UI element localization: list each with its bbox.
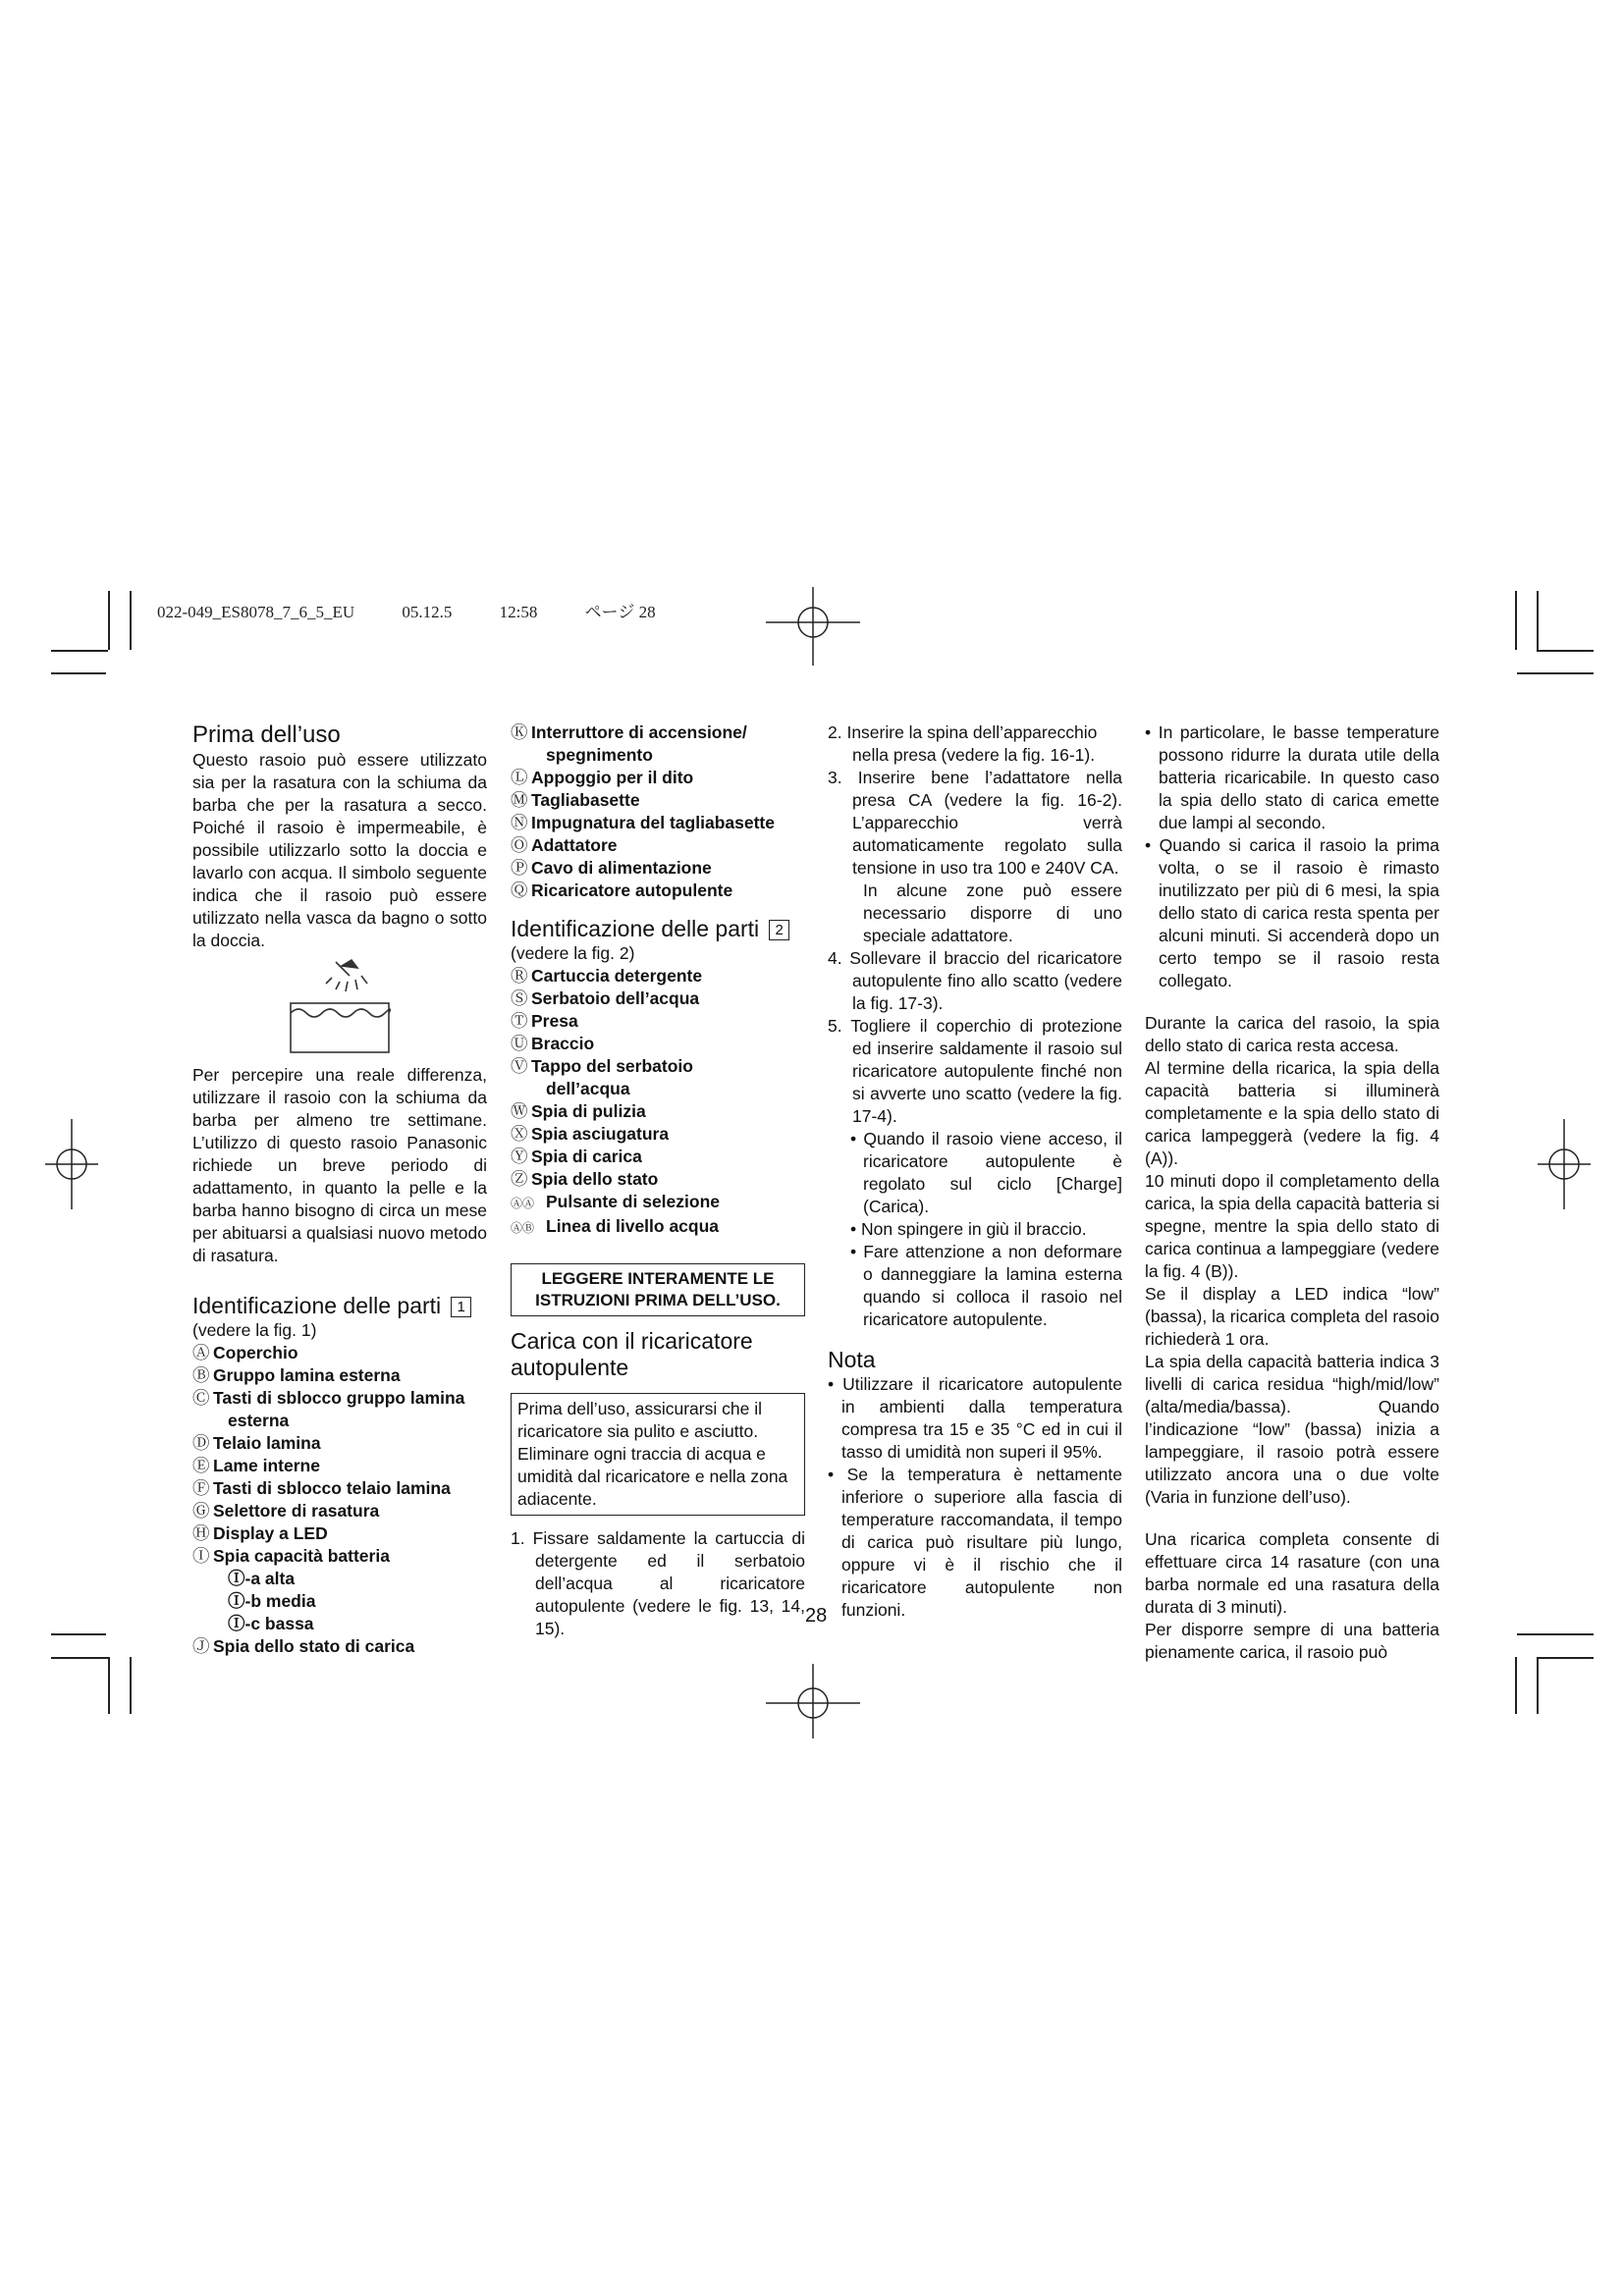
- item-marker: Ⓞ: [511, 835, 528, 855]
- parts-list: [192, 1342, 487, 1568]
- bullet-text: In particolare, le basse temperature possono ridurre la durata utile della batteria ricaricabile. In questo caso la spia dello stato di carica emette due lampi al secondo.: [1158, 722, 1439, 832]
- crop-mark: [1537, 650, 1594, 652]
- list-item: [511, 1146, 805, 1168]
- print-slug: [157, 598, 699, 622]
- bullet-item: [828, 1373, 1122, 1464]
- crop-mark: [1537, 1657, 1539, 1714]
- figure-number-box: 2: [769, 920, 789, 940]
- item-marker: Ⓗ: [192, 1523, 210, 1543]
- step-3: 3. Inserire bene l’adattatore nella presa CA (vedere la fig. 16-2). L’apparecchio verrà automaticamente regolato sulla tensione in uso tra 100 e 240V CA.: [828, 768, 1122, 878]
- list-item: [511, 721, 805, 744]
- list-item: [511, 880, 805, 902]
- list-item: [511, 1191, 805, 1215]
- paragraph: 10 minuti dopo il completamento della carica, la spia della capacità batteria si spegne, mentre la spia dello stato di carica continua a lampeggiare (vedere la fig. 4 (B)).: [1145, 1171, 1439, 1281]
- crop-mark: [130, 591, 132, 650]
- bullet-icon: •: [850, 1219, 861, 1239]
- page-number: 28: [805, 1605, 828, 1627]
- item-marker: Ⓧ: [511, 1124, 528, 1144]
- list-item: [192, 1500, 487, 1522]
- list-item: [511, 834, 805, 857]
- item-marker: Ⓑ: [192, 1365, 210, 1385]
- item-marker: Ⓕ: [192, 1478, 210, 1498]
- item-text: Spia dello stato: [531, 1169, 659, 1189]
- list-item: [511, 1168, 805, 1191]
- bullet-text: Fare attenzione a non deformare o danneggiare la lamina esterna quando si colloca il rasoio nel ricaricatore autopulente.: [863, 1242, 1122, 1329]
- slug-time: 12:58: [499, 603, 538, 621]
- crop-mark: [1537, 1657, 1594, 1659]
- bullet-item: [1145, 721, 1439, 834]
- item-text: Ricaricatore autopulente: [531, 881, 733, 900]
- slug-file: 022-049_ES8078_7_6_5_EU: [157, 603, 355, 621]
- item-marker: Ⓛ: [511, 768, 528, 787]
- registration-target-icon: [766, 587, 860, 666]
- item-text: Adattatore: [531, 835, 618, 855]
- item-text: Coperchio: [213, 1343, 298, 1362]
- bullet-icon: •: [1145, 722, 1159, 742]
- step-3-note: In alcune zone può essere necessario disporre di uno speciale adattatore.: [863, 881, 1122, 945]
- item-marker: Ⓝ: [511, 813, 528, 832]
- parts-sublist: [192, 1568, 487, 1635]
- list-item: [511, 965, 805, 988]
- paragraph: Al termine della ricarica, la spia della capacità batteria si illuminerà completamente e la spia dello stato di carica lampeggerà (vedere la fig. 4 (A)).: [1145, 1058, 1439, 1168]
- item-marker: Ⓟ: [511, 858, 528, 878]
- warning-box: LEGGERE INTERAMENTE LE ISTRUZIONI PRIMA DELL’USO.: [511, 1263, 805, 1316]
- item-text: Spia asciugatura: [531, 1124, 670, 1144]
- item-marker: Ⓔ: [192, 1456, 210, 1475]
- item-text: Impugnatura del tagliabasette: [531, 813, 775, 832]
- crop-mark: [51, 1633, 106, 1635]
- item-marker: ⒶⒷ: [511, 1221, 535, 1235]
- list-item: [192, 1545, 487, 1568]
- step-1: 1. Fissare saldamente la cartuccia di detergente ed il serbatoio dell’acqua al ricaricatore autopulente (vedere le fig. 13, 14, 15).: [511, 1528, 805, 1638]
- list-item: Ⓙ Spia dello stato di carica: [192, 1636, 415, 1656]
- registration-target-icon: [45, 1119, 98, 1209]
- item-marker: Ⓖ: [192, 1501, 210, 1521]
- item-marker: Ⓒ: [192, 1388, 210, 1408]
- paragraph: La spia della capacità batteria indica 3 livelli di carica residua “high/mid/low” (alta/media/bassa). Quando l’indicazione “low” (bassa) inizia a lampeggiare, il rasoio potrà essere utilizzato ancora una o due volte (Varia in funzione dell’uso).: [1145, 1352, 1439, 1507]
- bullet-text: Non spingere in giù il braccio.: [861, 1219, 1087, 1239]
- item-text: Serbatoio dell’acqua: [531, 988, 700, 1008]
- paragraph: Una ricarica completa consente di effettuare circa 14 rasature (con una barba normale ed una rasatura della durata di 3 minuti).: [1145, 1529, 1439, 1617]
- slug-page: ページ 28: [584, 603, 656, 621]
- list-item: [511, 812, 805, 834]
- section-title: Prima dell’uso: [192, 721, 341, 748]
- item-marker: Ⓘ: [192, 1546, 210, 1566]
- shower-bath-icon: [192, 952, 487, 1060]
- figure-number-box: 1: [451, 1297, 471, 1317]
- parts-list: [511, 721, 805, 902]
- list-item: [511, 1215, 805, 1240]
- notice-box: Prima dell’uso, assicurarsi che il ricaricatore sia pulito e asciutto. Eliminare ogni traccia di acqua e umidità dal ricaricatore e nella zona adiacente.: [511, 1393, 805, 1516]
- list-item: [192, 1455, 487, 1477]
- item-marker: Ⓓ: [192, 1433, 210, 1453]
- step-2: 2. Inserire la spina dell’apparecchio nella presa (vedere la fig. 16-1).: [828, 722, 1098, 765]
- item-text: Presa: [531, 1011, 578, 1031]
- bullet-text: Quando si carica il rasoio la prima volta, o se il rasoio è rimasto inutilizzato per più di 6 mesi, la spia dello stato di carica resta spenta per alcuni minuti. Si accenderà dopo un certo tempo se il rasoio resta collegato.: [1159, 835, 1439, 990]
- step-5-bullets: [828, 1128, 1122, 1331]
- list-item: [511, 988, 805, 1010]
- list-item: [192, 1364, 487, 1387]
- item-marker: Ⓠ: [511, 881, 528, 900]
- item-marker: Ⓦ: [511, 1101, 528, 1121]
- item-marker: Ⓜ: [511, 790, 528, 810]
- parts-title-text: Identificazione delle parti: [192, 1293, 442, 1318]
- list-item: [511, 1010, 805, 1033]
- item-text: Lame interne: [213, 1456, 320, 1475]
- crop-mark: [1517, 1633, 1594, 1635]
- item-text: Cavo di alimentazione: [531, 858, 712, 878]
- item-text: dell’acqua: [546, 1079, 630, 1098]
- item-text: Tappo del serbatoio: [531, 1056, 693, 1076]
- item-text: esterna: [228, 1411, 290, 1430]
- list-subitem: Ⓘ-b media: [228, 1591, 316, 1611]
- item-text: Selettore di rasatura: [213, 1501, 380, 1521]
- item-text: Tagliabasette: [531, 790, 640, 810]
- item-marker: Ⓚ: [511, 722, 528, 742]
- parts-list: [511, 965, 805, 1240]
- adaptation-paragraph: Per percepire una reale differenza, utilizzare il rasoio con la schiuma da barba per almeno tre settimane. L’utilizzo di questo rasoio Panasonic richiede un breve periodo di adattamento, in quanto la pelle e la barba hanno bisogno di circa un mese per abituarsi a qualsiasi nuovo metodo di rasatura.: [192, 1065, 487, 1265]
- list-subitem: Ⓘ-a alta: [228, 1569, 296, 1588]
- crop-mark: [1517, 672, 1594, 674]
- list-item: [192, 1410, 487, 1432]
- item-text: Pulsante di selezione: [546, 1192, 720, 1211]
- item-text: Telaio lamina: [213, 1433, 321, 1453]
- temperature-bullets: [1145, 721, 1439, 992]
- list-item: [511, 744, 805, 767]
- paragraph: Durante la carica del rasoio, la spia dello stato di carica resta accesa.: [1145, 1013, 1439, 1055]
- list-item: [511, 1055, 805, 1078]
- item-marker: Ⓨ: [511, 1147, 528, 1166]
- item-marker: Ⓥ: [511, 1056, 528, 1076]
- paragraph: Per disporre sempre di una batteria pienamente carica, il rasoio può: [1145, 1620, 1439, 1662]
- registration-target-icon: [1538, 1119, 1591, 1209]
- crop-mark: [51, 650, 108, 652]
- registration-target-icon: [766, 1664, 860, 1738]
- step-5: 5. Togliere il coperchio di protezione ed inserire saldamente il rasoio sul ricaricatore autopulente finché non si avverte uno scatto (vedere la fig. 17-4).: [828, 1016, 1122, 1126]
- item-text: Cartuccia detergente: [531, 966, 703, 986]
- column-3: [828, 721, 1122, 1622]
- list-item: [192, 1342, 487, 1364]
- crop-mark: [130, 1657, 132, 1714]
- bullet-text: Quando il rasoio viene acceso, il ricaricatore autopulente è regolato sul ciclo [Charge] (Carica).: [863, 1129, 1122, 1216]
- bullet-icon: •: [828, 1465, 847, 1484]
- column-4: [1145, 721, 1439, 1664]
- crop-mark: [108, 591, 110, 650]
- item-text: Tasti di sblocco gruppo lamina: [213, 1388, 465, 1408]
- list-item: [192, 1522, 487, 1545]
- paragraph: Se il display a LED indica “low” (bassa), la ricarica completa del rasoio richiederà 1 ora.: [1145, 1284, 1439, 1349]
- item-text: Spia di pulizia: [531, 1101, 646, 1121]
- item-text: Gruppo lamina esterna: [213, 1365, 401, 1385]
- item-marker: Ⓤ: [511, 1034, 528, 1053]
- list-item: [192, 1387, 487, 1410]
- item-marker: Ⓡ: [511, 966, 528, 986]
- list-item: [511, 857, 805, 880]
- bullet-item: [1145, 834, 1439, 992]
- bullet-item: [828, 1464, 1122, 1622]
- item-text: Display a LED: [213, 1523, 328, 1543]
- bullet-text: Utilizzare il ricaricatore autopulente in ambienti dalla temperatura compresa tra 15 e 35 °C ed in cui il tasso di umidità non superi il 95%.: [841, 1374, 1122, 1462]
- item-text: spegnimento: [546, 745, 653, 765]
- note-bullets: [828, 1373, 1122, 1622]
- crop-mark: [108, 1657, 110, 1714]
- item-marker: Ⓐ: [192, 1343, 210, 1362]
- crop-mark: [1515, 591, 1517, 650]
- bullet-icon: •: [850, 1242, 864, 1261]
- bullet-icon: •: [1145, 835, 1160, 855]
- item-text: Spia capacità batteria: [213, 1546, 390, 1566]
- bullet-icon: •: [850, 1129, 864, 1148]
- column-2: [511, 721, 805, 1640]
- slug-date: 05.12.5: [402, 603, 453, 621]
- intro-paragraph: Questo rasoio può essere utilizzato sia per la rasatura con la schiuma da barba che per la rasatura a secco. Poiché il rasoio è impermeabile, è possibile utilizzarlo sotto la doccia e lavarlo con acqua. Il simbolo seguente indica che il rasoio può essere utilizzato nella vasca da bagno o sotto la doccia.: [192, 750, 487, 950]
- list-item: [511, 1123, 805, 1146]
- section-title-charging: Carica con il ricaricatore autopulente: [511, 1328, 753, 1380]
- item-text: Braccio: [531, 1034, 595, 1053]
- list-item: [511, 1078, 805, 1100]
- step-4: 4. Sollevare il braccio del ricaricatore autopulente fino allo scatto (vedere la fig. 17-3).: [828, 948, 1122, 1013]
- column-1: [192, 721, 487, 1658]
- crop-mark: [1537, 591, 1539, 650]
- section-title-parts-1: [192, 1293, 487, 1319]
- item-text: Tasti di sblocco telaio lamina: [213, 1478, 451, 1498]
- item-marker: Ⓩ: [511, 1169, 528, 1189]
- crop-mark: [51, 672, 106, 674]
- parts-title-text: Identificazione delle parti: [511, 916, 760, 941]
- item-text: Appoggio per il dito: [531, 768, 694, 787]
- section-title-parts-2: [511, 916, 805, 942]
- bullet-item: [828, 1218, 1122, 1241]
- crop-mark: [51, 1657, 108, 1659]
- item-text: Linea di livello acqua: [546, 1216, 720, 1236]
- item-marker: ⒶⒶ: [511, 1197, 535, 1210]
- list-item: [192, 1432, 487, 1455]
- bullet-icon: •: [828, 1374, 843, 1394]
- item-text: Interruttore di accensione/: [531, 722, 747, 742]
- item-text: Spia di carica: [531, 1147, 642, 1166]
- crop-mark: [1515, 1657, 1517, 1714]
- list-item: [192, 1477, 487, 1500]
- item-marker: Ⓣ: [511, 1011, 528, 1031]
- section-title-note: Nota: [828, 1347, 876, 1372]
- figure-reference: (vedere la fig. 1): [192, 1320, 317, 1340]
- item-marker: Ⓢ: [511, 988, 528, 1008]
- figure-reference: (vedere la fig. 2): [511, 943, 635, 963]
- list-item: [511, 1033, 805, 1055]
- list-item: [511, 789, 805, 812]
- bullet-item: [828, 1128, 1122, 1218]
- bullet-item: [828, 1241, 1122, 1331]
- list-item: [511, 767, 805, 789]
- list-subitem: Ⓘ-c bassa: [228, 1614, 314, 1633]
- list-item: [511, 1100, 805, 1123]
- bullet-text: Se la temperatura è nettamente inferiore o superiore alla fascia di temperature raccomandata, il tempo di carica può risultare più lungo, oppure vi è il rischio che il ricaricatore autopulente non funzioni.: [841, 1465, 1122, 1620]
